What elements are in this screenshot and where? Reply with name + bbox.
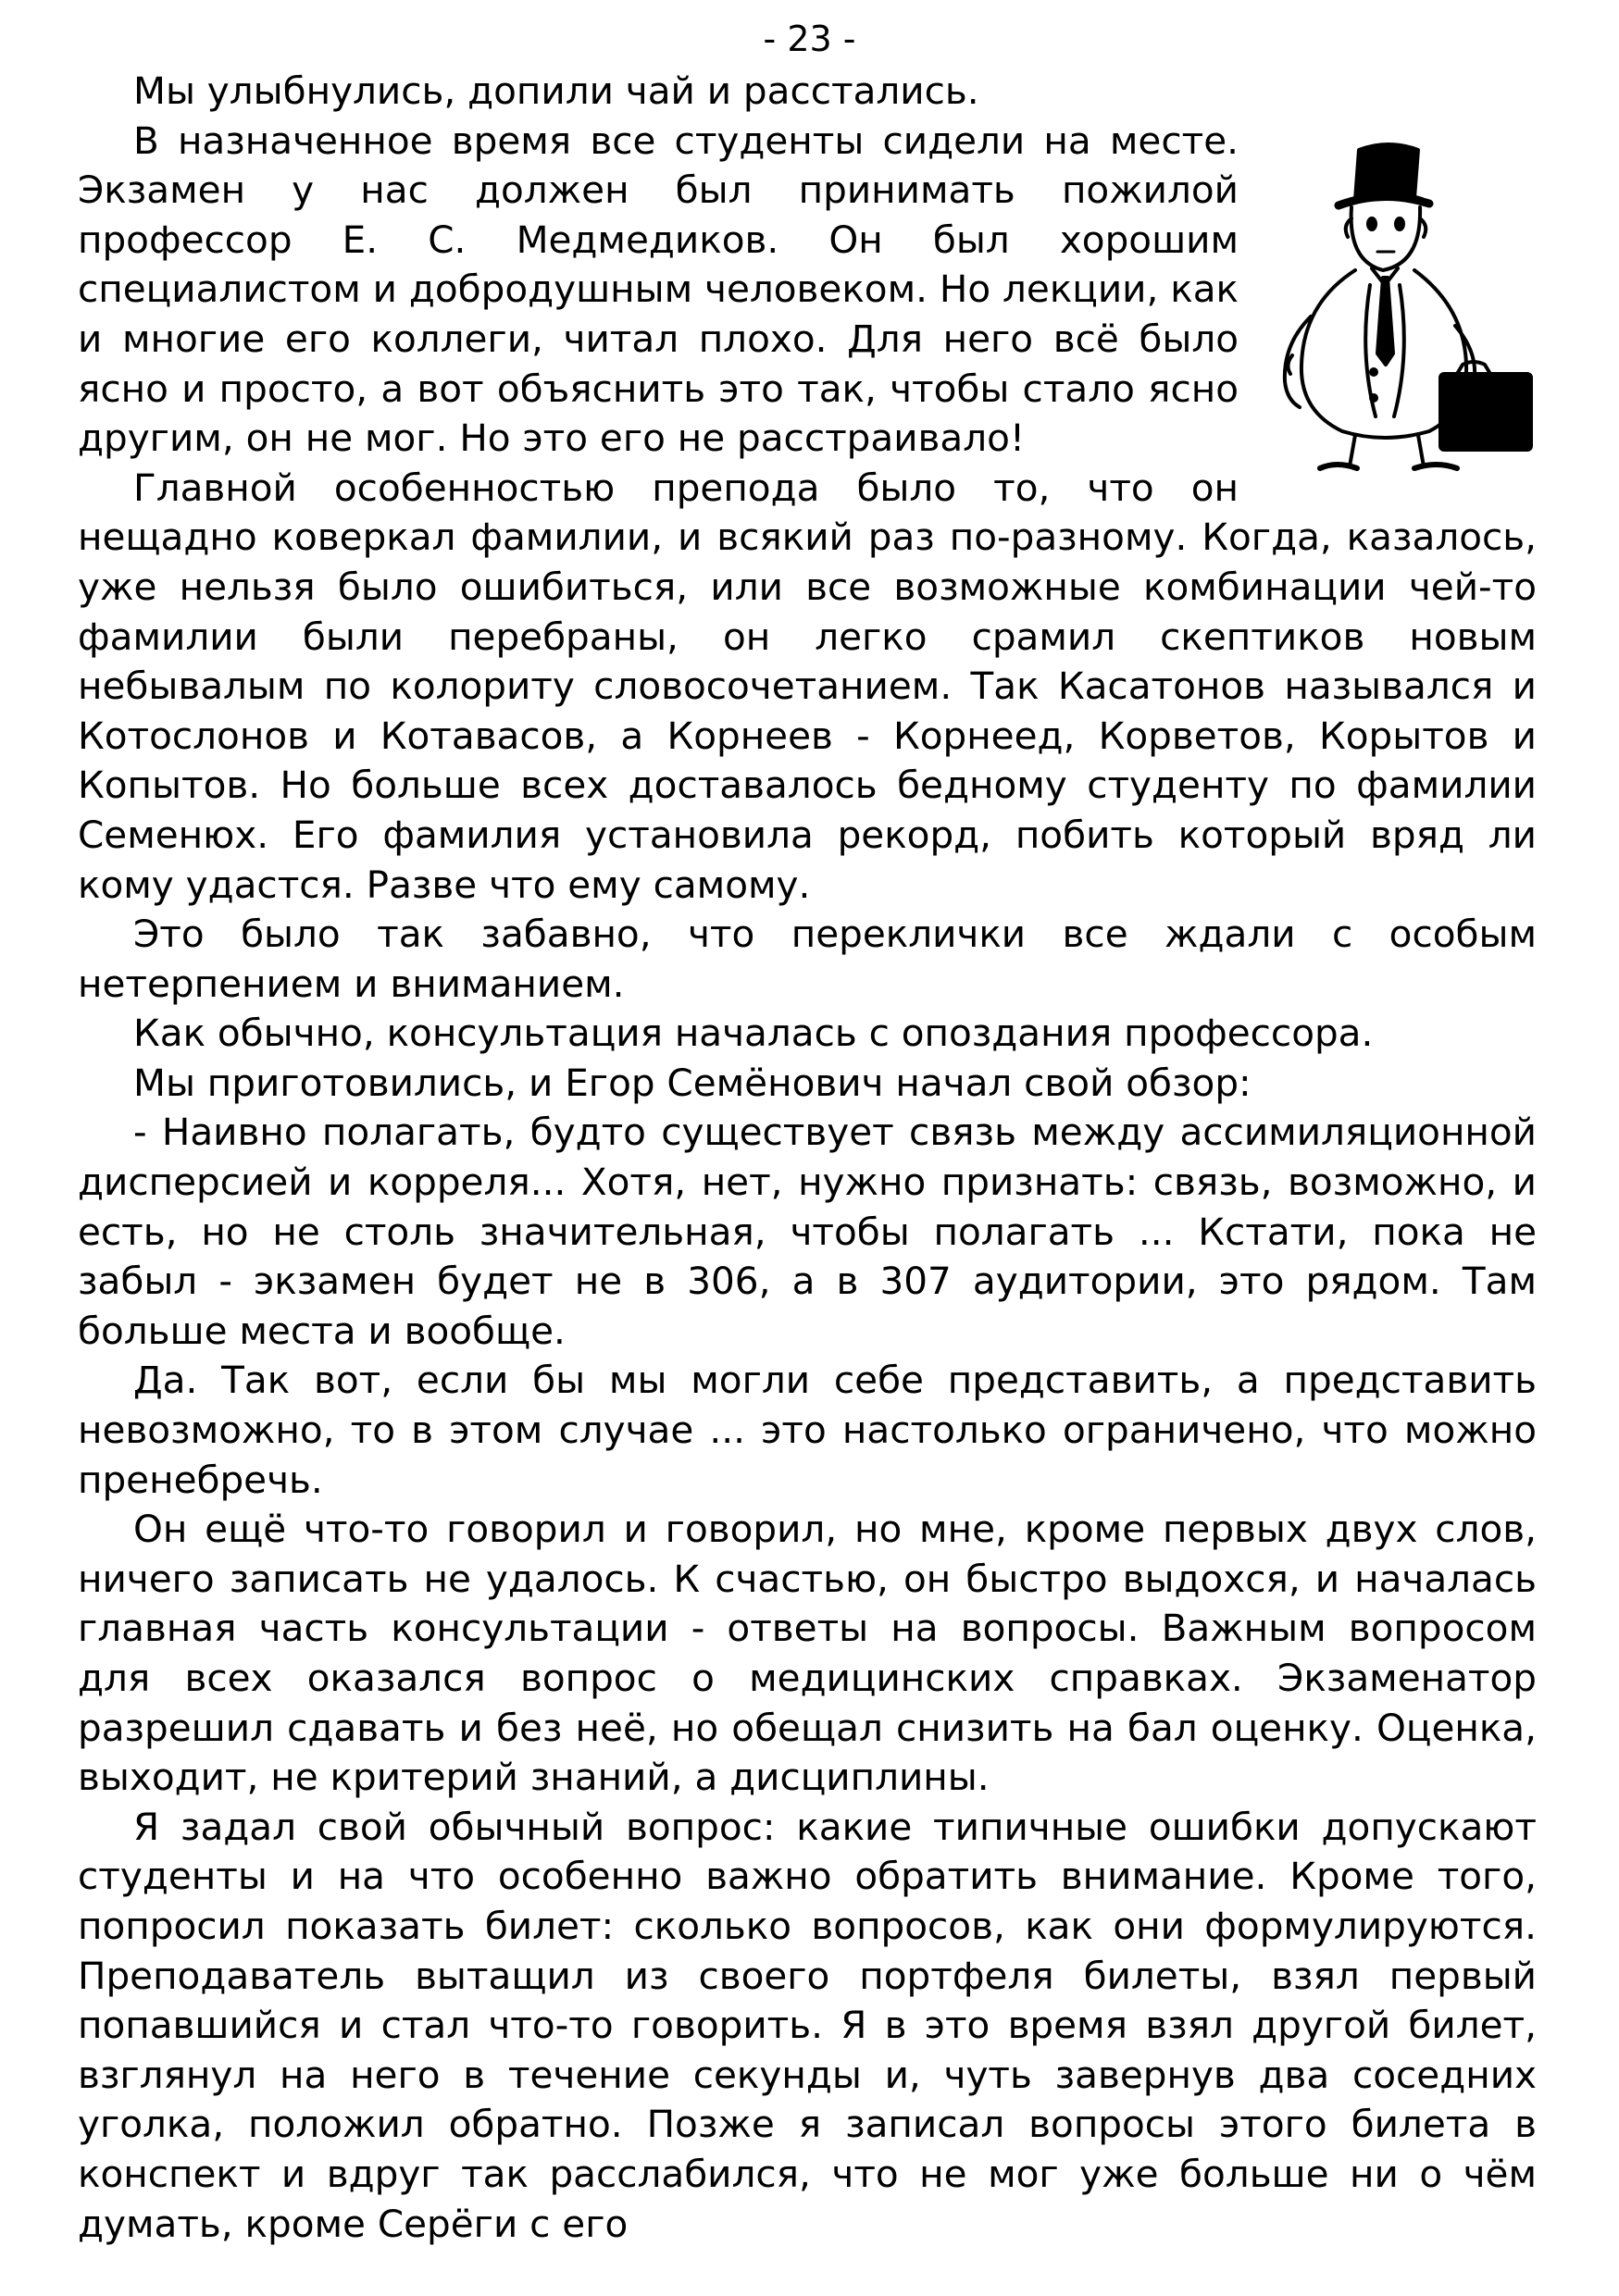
paragraph-10: Я задал свой обычный вопрос: какие типичные ошибки допускают студенты и на что особенно важно обратить внимание. Кроме того, попросил показать билет: сколько вопросов, как они формулируются. Преподаватель вытащил из своего портфеля билеты, взял первый попавшийся и стал что-то говорить. Я в это время взял другой билет, взглянул на него в течение секунды и, чуть завернув два соседних уголка, положил обратно. Позже я записал вопросы этого билета в конспект и вдруг так расслабился, что не мог уже больше ни о чём думать, кроме Серёги с его	[78, 1804, 1537, 2246]
paragraph-9: Он ещё что-то говорил и говорил, но мне, кроме первых двух слов, ничего записать не удалось. К счастью, он быстро выдохся, и началась главная часть консультации - ответы на вопросы. Важным вопросом для всех оказался вопрос о медицинских справках. Экзаменатор разрешил сдавать и без неё, но обещал снизить на бал оценку. Оценка, выходит, не критерий знаний, а дисциплины.	[78, 1507, 1537, 1800]
paragraph-2: В назначенное время все студенты сидели на месте. Экзамен у нас должен был принимать пожилой профессор Е. С. Медмедиков. Он был хорошим специалистом и добродушным человеком. Но лекции, как и многие его коллеги, читал плохо. Для него всё было ясно и просто, а вот объяснить это так, чтобы стало ясно другим, он не мог. Но это его не расстраивало!	[78, 118, 1239, 461]
body-text	[78, 67, 1537, 2249]
paragraph-7: - Наивно полагать, будто существует связь между ассимиляционной дисперсией и корреля... Хотя, нет, нужно признать: связь, возможно, и есть, но не столь значительная, чтобы полагать ... Кстати, пока не забыл - экзамен будет не в 306, а в 307 аудитории, это рядом. Там больше места и вообще.	[78, 1110, 1537, 1353]
paragraph-8: Да. Так вот, если бы мы могли себе представить, а представить невозможно, то в этом случае ... это настолько ограничено, что можно пренебречь.	[78, 1358, 1537, 1502]
paragraph-3: Главной особенностью препода было то, что он нещадно коверкал фамилии, и всякий раз по-разному. Когда, казалось, уже нельзя было ошибиться, или все возможные комбинации чей-то фамилии были перебраны, он легко срамил скептиков новым небывалым по колориту словосочетанием. Так Касатонов назывался и Котослонов и Котавасов, а Корнеев - Корнеед, Корветов, Корытов и Копытов. Но больше всех доставалось бедному студенту по фамилии Семенюх. Его фамилия установила рекорд, побить который вряд ли кому удастся. Разве что ему самому.	[78, 465, 1537, 907]
professor-with-briefcase-icon	[1259, 122, 1537, 485]
paragraph-6: Мы приготовились, и Егор Семёнович начал свой обзор:	[133, 1060, 1252, 1105]
paragraph-1: Мы улыбнулись, допили чай и расстались.	[133, 68, 979, 113]
paragraph-4: Это было так забавно, что переклички все ждали с особым нетерпением и вниманием.	[78, 912, 1537, 1006]
page-number: - 23 -	[763, 19, 856, 59]
paragraph-5: Как обычно, консультация началась с опоздания профессора.	[133, 1011, 1374, 1056]
